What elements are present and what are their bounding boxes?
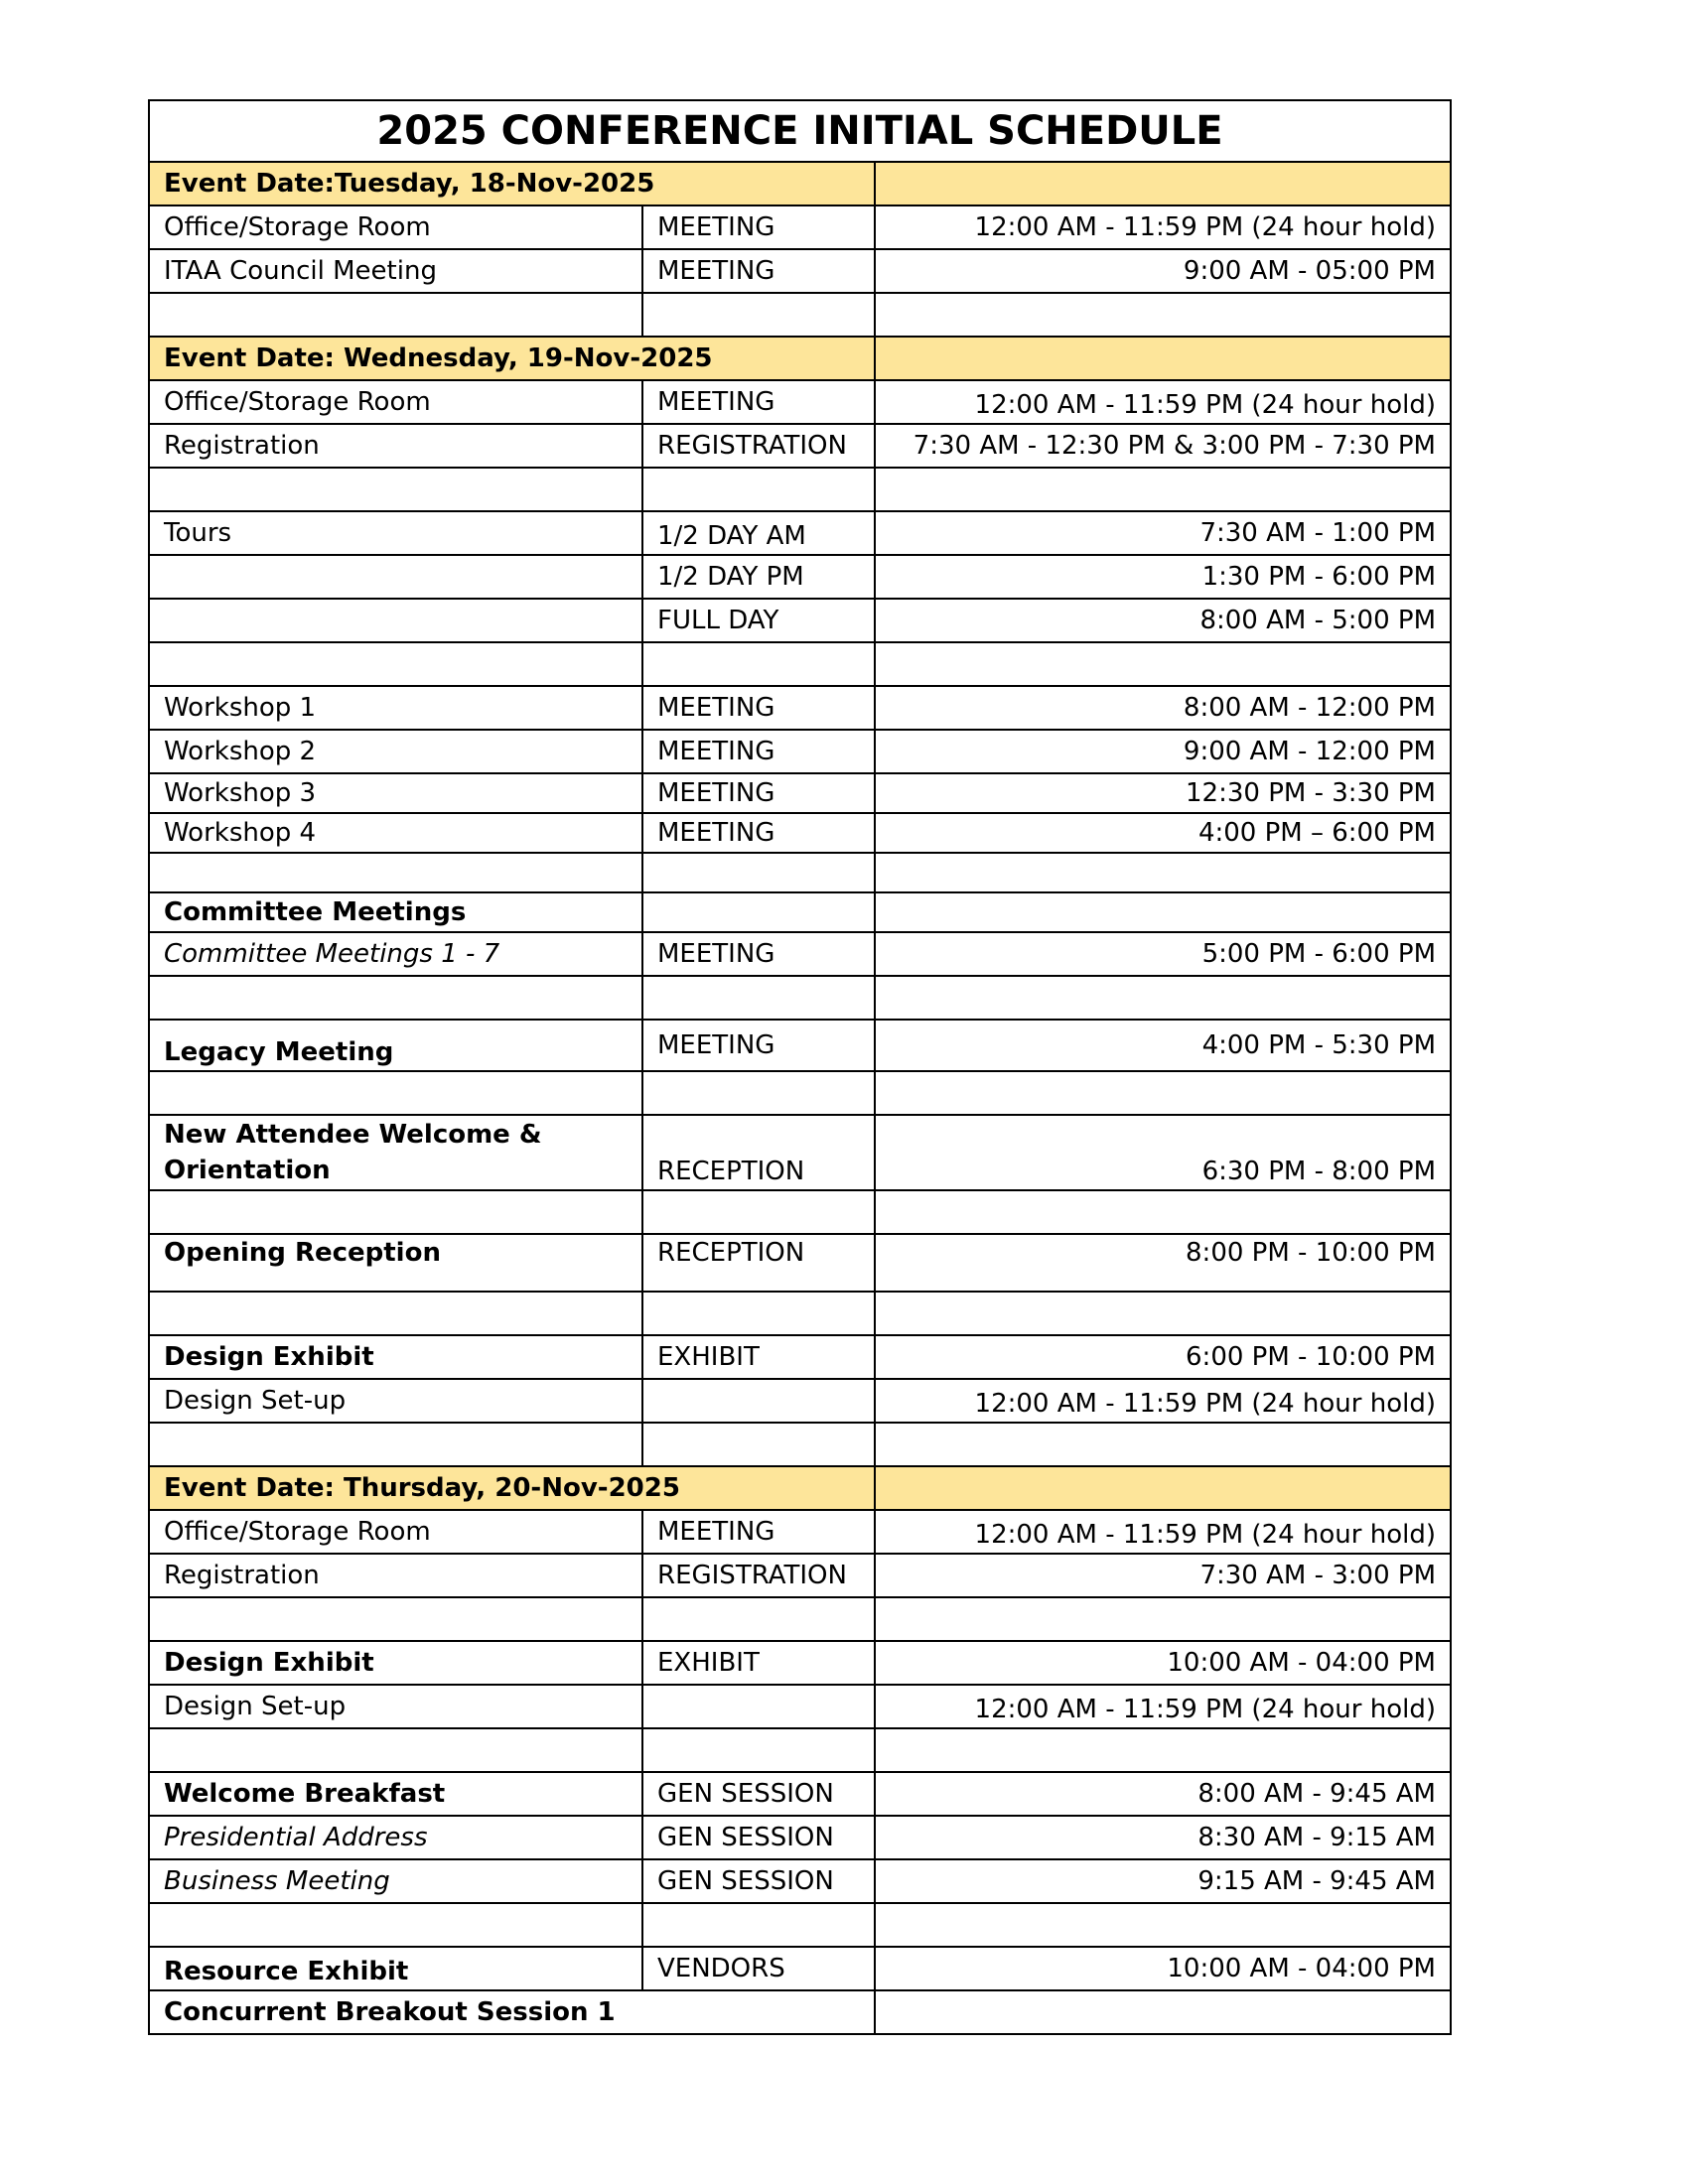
event-type: REGISTRATION — [642, 424, 875, 468]
event-time: 7:30 AM - 12:30 PM & 3:00 PM - 7:30 PM — [875, 424, 1451, 468]
event-type: REGISTRATION — [642, 1554, 875, 1597]
event-time: 5:00 PM - 6:00 PM — [875, 932, 1451, 976]
empty-cell — [875, 1728, 1451, 1772]
empty-cell — [642, 976, 875, 1020]
event-time: 9:15 AM - 9:45 AM — [875, 1859, 1451, 1903]
event-time: 4:00 PM – 6:00 PM — [875, 813, 1451, 853]
event-time: 8:00 AM - 12:00 PM — [875, 686, 1451, 730]
empty-cell — [875, 853, 1451, 892]
session-row — [149, 1990, 1451, 2034]
event-name: Design Exhibit — [149, 1335, 642, 1379]
empty-cell — [642, 1423, 875, 1466]
schedule-row — [149, 1685, 1451, 1728]
event-type — [642, 892, 875, 932]
event-type: MEETING — [642, 773, 875, 813]
event-type: 1/2 DAY AM — [642, 511, 875, 555]
event-date-row — [149, 337, 1451, 380]
empty-cell — [642, 293, 875, 337]
session-name: Concurrent Breakout Session 1 — [149, 1990, 875, 2034]
event-name: Welcome Breakfast — [149, 1772, 642, 1816]
event-name — [149, 555, 642, 599]
event-date-label: Event Date: Wednesday, 19-Nov-2025 — [149, 337, 875, 380]
empty-cell — [149, 1728, 642, 1772]
event-type: GEN SESSION — [642, 1816, 875, 1859]
empty-cell — [875, 1190, 1451, 1234]
event-date-row — [149, 1466, 1451, 1510]
schedule-row — [149, 380, 1451, 424]
event-name: Committee Meetings 1 - 7 — [149, 932, 642, 976]
event-time: 8:00 PM - 10:00 PM — [875, 1234, 1451, 1292]
event-type: FULL DAY — [642, 599, 875, 642]
event-type: MEETING — [642, 730, 875, 773]
event-time: 10:00 AM - 04:00 PM — [875, 1641, 1451, 1685]
schedule-title-row — [149, 100, 1451, 162]
schedule-row — [149, 1859, 1451, 1903]
event-time: 4:00 PM - 5:30 PM — [875, 1020, 1451, 1071]
schedule-table — [148, 99, 1452, 2035]
spacer-row — [149, 1728, 1451, 1772]
event-type: MEETING — [642, 813, 875, 853]
spacer-row — [149, 293, 1451, 337]
spacer-row — [149, 468, 1451, 511]
event-name: Office/Storage Room — [149, 205, 642, 249]
schedule-row — [149, 773, 1451, 813]
event-type: MEETING — [642, 1020, 875, 1071]
empty-cell — [642, 468, 875, 511]
event-name: Design Set-up — [149, 1379, 642, 1423]
schedule-row — [149, 813, 1451, 853]
event-type: MEETING — [642, 1510, 875, 1554]
event-time: 8:00 AM - 5:00 PM — [875, 599, 1451, 642]
event-date-spacer — [875, 337, 1451, 380]
schedule-row — [149, 1772, 1451, 1816]
schedule-row — [149, 1554, 1451, 1597]
schedule-row — [149, 511, 1451, 555]
event-type: EXHIBIT — [642, 1335, 875, 1379]
event-name: ITAA Council Meeting — [149, 249, 642, 293]
event-time: 12:00 AM - 11:59 PM (24 hour hold) — [875, 1685, 1451, 1728]
schedule-row — [149, 1115, 1451, 1190]
event-name: Design Set-up — [149, 1685, 642, 1728]
event-type: VENDORS — [642, 1947, 875, 1990]
schedule-row — [149, 686, 1451, 730]
empty-cell — [149, 1903, 642, 1947]
event-name: Committee Meetings — [149, 892, 642, 932]
empty-cell — [642, 1903, 875, 1947]
empty-cell — [642, 1292, 875, 1335]
event-time: 8:30 AM - 9:15 AM — [875, 1816, 1451, 1859]
empty-cell — [149, 1597, 642, 1641]
schedule-row — [149, 249, 1451, 293]
spacer-row — [149, 853, 1451, 892]
empty-cell — [875, 1597, 1451, 1641]
event-time: 9:00 AM - 05:00 PM — [875, 249, 1451, 293]
schedule-row — [149, 1234, 1451, 1292]
event-time: 9:00 AM - 12:00 PM — [875, 730, 1451, 773]
event-type: MEETING — [642, 249, 875, 293]
empty-cell — [875, 642, 1451, 686]
event-name: Workshop 2 — [149, 730, 642, 773]
schedule-row — [149, 555, 1451, 599]
empty-cell — [149, 1190, 642, 1234]
event-type: RECEPTION — [642, 1115, 875, 1190]
event-time: 12:00 AM - 11:59 PM (24 hour hold) — [875, 1379, 1451, 1423]
event-date-label: Event Date: Thursday, 20-Nov-2025 — [149, 1466, 875, 1510]
schedule-row — [149, 1816, 1451, 1859]
event-name: New Attendee Welcome & Orientation — [149, 1115, 642, 1190]
event-time: 12:00 AM - 11:59 PM (24 hour hold) — [875, 380, 1451, 424]
empty-cell — [149, 976, 642, 1020]
event-time: 7:30 AM - 3:00 PM — [875, 1554, 1451, 1597]
event-time: 6:30 PM - 8:00 PM — [875, 1115, 1451, 1190]
event-name: Legacy Meeting — [149, 1020, 642, 1071]
event-time: 12:00 AM - 11:59 PM (24 hour hold) — [875, 205, 1451, 249]
event-name: Business Meeting — [149, 1859, 642, 1903]
schedule-row — [149, 205, 1451, 249]
event-name — [149, 599, 642, 642]
empty-cell — [642, 1071, 875, 1115]
empty-cell — [875, 1071, 1451, 1115]
schedule-row — [149, 1335, 1451, 1379]
event-name: Opening Reception — [149, 1234, 642, 1292]
empty-cell — [149, 1071, 642, 1115]
schedule-row — [149, 599, 1451, 642]
empty-cell — [149, 1423, 642, 1466]
empty-cell — [875, 1903, 1451, 1947]
event-type: MEETING — [642, 686, 875, 730]
empty-cell — [642, 1190, 875, 1234]
event-name: Workshop 3 — [149, 773, 642, 813]
event-time: 6:00 PM - 10:00 PM — [875, 1335, 1451, 1379]
event-name: Office/Storage Room — [149, 1510, 642, 1554]
empty-cell — [875, 468, 1451, 511]
spacer-row — [149, 1190, 1451, 1234]
event-type: GEN SESSION — [642, 1859, 875, 1903]
empty-cell — [875, 293, 1451, 337]
event-date-row — [149, 162, 1451, 205]
event-type: 1/2 DAY PM — [642, 555, 875, 599]
empty-cell — [875, 1990, 1451, 2034]
event-name: Design Exhibit — [149, 1641, 642, 1685]
event-name: Presidential Address — [149, 1816, 642, 1859]
event-type: MEETING — [642, 380, 875, 424]
event-date-label: Event Date:Tuesday, 18-Nov-2025 — [149, 162, 875, 205]
event-time — [875, 892, 1451, 932]
event-name: Workshop 4 — [149, 813, 642, 853]
empty-cell — [149, 1292, 642, 1335]
empty-cell — [149, 293, 642, 337]
schedule-row — [149, 1379, 1451, 1423]
schedule-row — [149, 1947, 1451, 1990]
schedule-row — [149, 1510, 1451, 1554]
event-time: 10:00 AM - 04:00 PM — [875, 1947, 1451, 1990]
event-name: Registration — [149, 424, 642, 468]
event-name: Workshop 1 — [149, 686, 642, 730]
schedule-row — [149, 1020, 1451, 1071]
schedule-row — [149, 892, 1451, 932]
spacer-row — [149, 642, 1451, 686]
event-date-spacer — [875, 162, 1451, 205]
empty-cell — [642, 1597, 875, 1641]
schedule-row — [149, 932, 1451, 976]
empty-cell — [875, 1423, 1451, 1466]
event-type: RECEPTION — [642, 1234, 875, 1292]
event-time: 7:30 AM - 1:00 PM — [875, 511, 1451, 555]
spacer-row — [149, 1597, 1451, 1641]
event-type — [642, 1685, 875, 1728]
event-type: MEETING — [642, 205, 875, 249]
event-time: 12:30 PM - 3:30 PM — [875, 773, 1451, 813]
event-date-spacer — [875, 1466, 1451, 1510]
event-time: 12:00 AM - 11:59 PM (24 hour hold) — [875, 1510, 1451, 1554]
schedule-row — [149, 1641, 1451, 1685]
empty-cell — [149, 853, 642, 892]
event-type: MEETING — [642, 932, 875, 976]
empty-cell — [149, 468, 642, 511]
event-type: EXHIBIT — [642, 1641, 875, 1685]
empty-cell — [875, 1292, 1451, 1335]
empty-cell — [149, 642, 642, 686]
event-type: GEN SESSION — [642, 1772, 875, 1816]
spacer-row — [149, 1292, 1451, 1335]
empty-cell — [875, 976, 1451, 1020]
empty-cell — [642, 642, 875, 686]
schedule-row — [149, 424, 1451, 468]
spacer-row — [149, 1423, 1451, 1466]
event-name: Office/Storage Room — [149, 380, 642, 424]
event-name: Resource Exhibit — [149, 1947, 642, 1990]
schedule-row — [149, 730, 1451, 773]
spacer-row — [149, 976, 1451, 1020]
event-type — [642, 1379, 875, 1423]
event-name: Registration — [149, 1554, 642, 1597]
spacer-row — [149, 1071, 1451, 1115]
spacer-row — [149, 1903, 1451, 1947]
event-time: 1:30 PM - 6:00 PM — [875, 555, 1451, 599]
page-title: 2025 CONFERENCE INITIAL SCHEDULE — [149, 100, 1451, 162]
event-time: 8:00 AM - 9:45 AM — [875, 1772, 1451, 1816]
empty-cell — [642, 1728, 875, 1772]
event-name: Tours — [149, 511, 642, 555]
empty-cell — [642, 853, 875, 892]
